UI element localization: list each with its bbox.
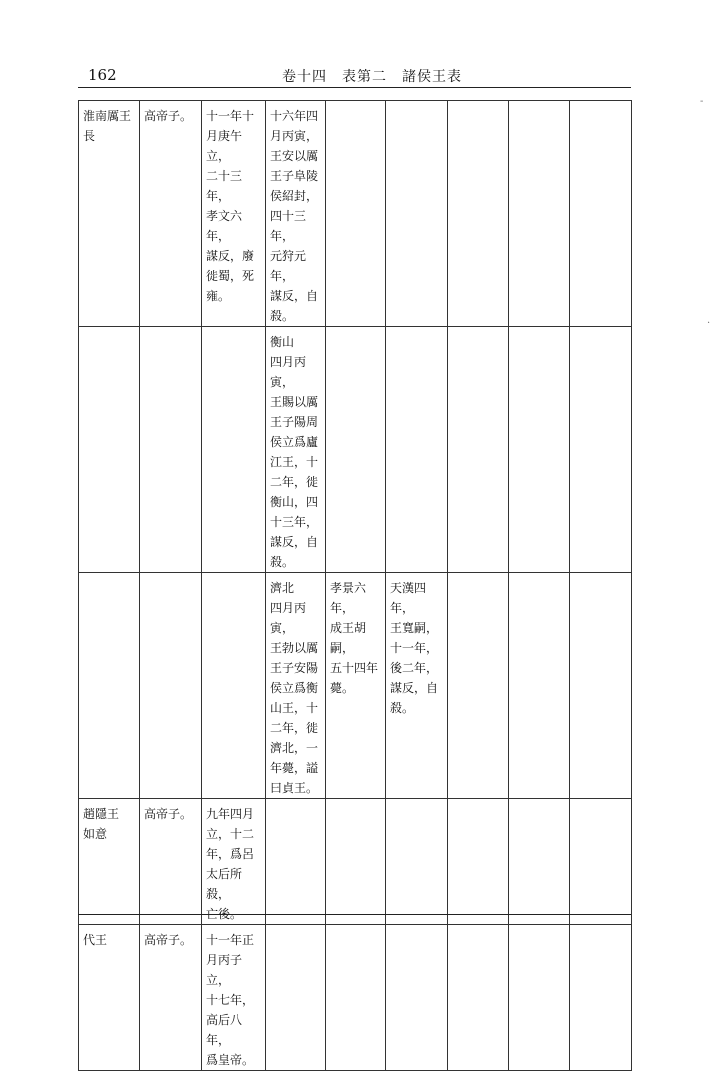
- margin-speck: ·: [707, 318, 711, 329]
- table-cell: [448, 327, 509, 573]
- table-cell: [140, 327, 202, 573]
- table-cell: 趙隱王 如意: [79, 799, 140, 925]
- table-cell: [202, 573, 266, 799]
- table-cell: [570, 925, 632, 1071]
- table-row: [79, 327, 632, 573]
- table-cell: [266, 799, 326, 925]
- table-row: [79, 925, 632, 1071]
- table-cell: [570, 573, 632, 799]
- table-cell: [326, 925, 386, 1071]
- table-cell: 孝景六年， 成王胡嗣， 五十四年 薨。: [326, 573, 386, 799]
- table-cell: [326, 799, 386, 925]
- table-cell: [386, 925, 448, 1071]
- table-cell: 天漢四年， 王寬嗣， 十一年， 後二年， 謀反，自 殺。: [386, 573, 448, 799]
- table-cell: [448, 799, 509, 925]
- page-number: 162: [88, 66, 117, 84]
- table-cell: 高帝子。: [140, 101, 202, 327]
- table-cell: [448, 573, 509, 799]
- table-row: [79, 101, 632, 327]
- table-cell: [448, 925, 509, 1071]
- table-cell: [448, 101, 509, 327]
- table-cell: [386, 327, 448, 573]
- table-cell: 十一年十 月庚午立， 二十三年， 孝文六年， 謀反，廢 徙蜀，死 雍。: [202, 101, 266, 327]
- table-cell: 十一年正 月丙子立， 十七年， 高后八年， 爲皇帝。: [202, 925, 266, 1071]
- table-cell: [509, 327, 570, 573]
- table-cell: [326, 327, 386, 573]
- table-cell: [79, 573, 140, 799]
- table-row: [79, 573, 632, 799]
- table-cell: 濟北 四月丙寅， 王勃以厲 王子安陽 侯立爲衡 山王，十 二年，徙 濟北，一 年薨，謚 曰貞王。: [266, 573, 326, 799]
- table-cell: [570, 799, 632, 925]
- table-cell: [386, 799, 448, 925]
- table-cell: [570, 327, 632, 573]
- table-cell: [570, 101, 632, 327]
- table-cell: [509, 799, 570, 925]
- table-cell: 高帝子。: [140, 925, 202, 1071]
- table-cell: 高帝子。: [140, 799, 202, 925]
- table-cell: [202, 327, 266, 573]
- table-cell: 九年四月 立，十二 年，爲呂 太后所殺， 亡後。: [202, 799, 266, 925]
- table-cell: [266, 925, 326, 1071]
- table-cell: [79, 327, 140, 573]
- table-cell: [140, 573, 202, 799]
- table-bottom-rule: [78, 914, 631, 915]
- margin-speck: -: [700, 96, 704, 107]
- table-cell: [509, 573, 570, 799]
- table-cell: [509, 101, 570, 327]
- table-cell: [509, 925, 570, 1071]
- kings-table: [78, 100, 632, 1071]
- table-cell: 淮南厲王 長: [79, 101, 140, 327]
- header-rule: [78, 87, 631, 88]
- table-cell: 衡山 四月丙寅， 王賜以厲 王子陽周 侯立爲廬 江王，十 二年，徙 衡山，四 十三年， 謀反，自 殺。: [266, 327, 326, 573]
- table-cell: 代王: [79, 925, 140, 1071]
- running-title: 卷十四 表第二 諸侯王表: [282, 69, 462, 85]
- table-cell: 十六年四 月丙寅， 王安以厲 王子阜陵 侯紹封， 四十三年， 元狩元年， 謀反，自 殺。: [266, 101, 326, 327]
- table-cell: [326, 101, 386, 327]
- table-cell: [386, 101, 448, 327]
- table-row: [79, 799, 632, 925]
